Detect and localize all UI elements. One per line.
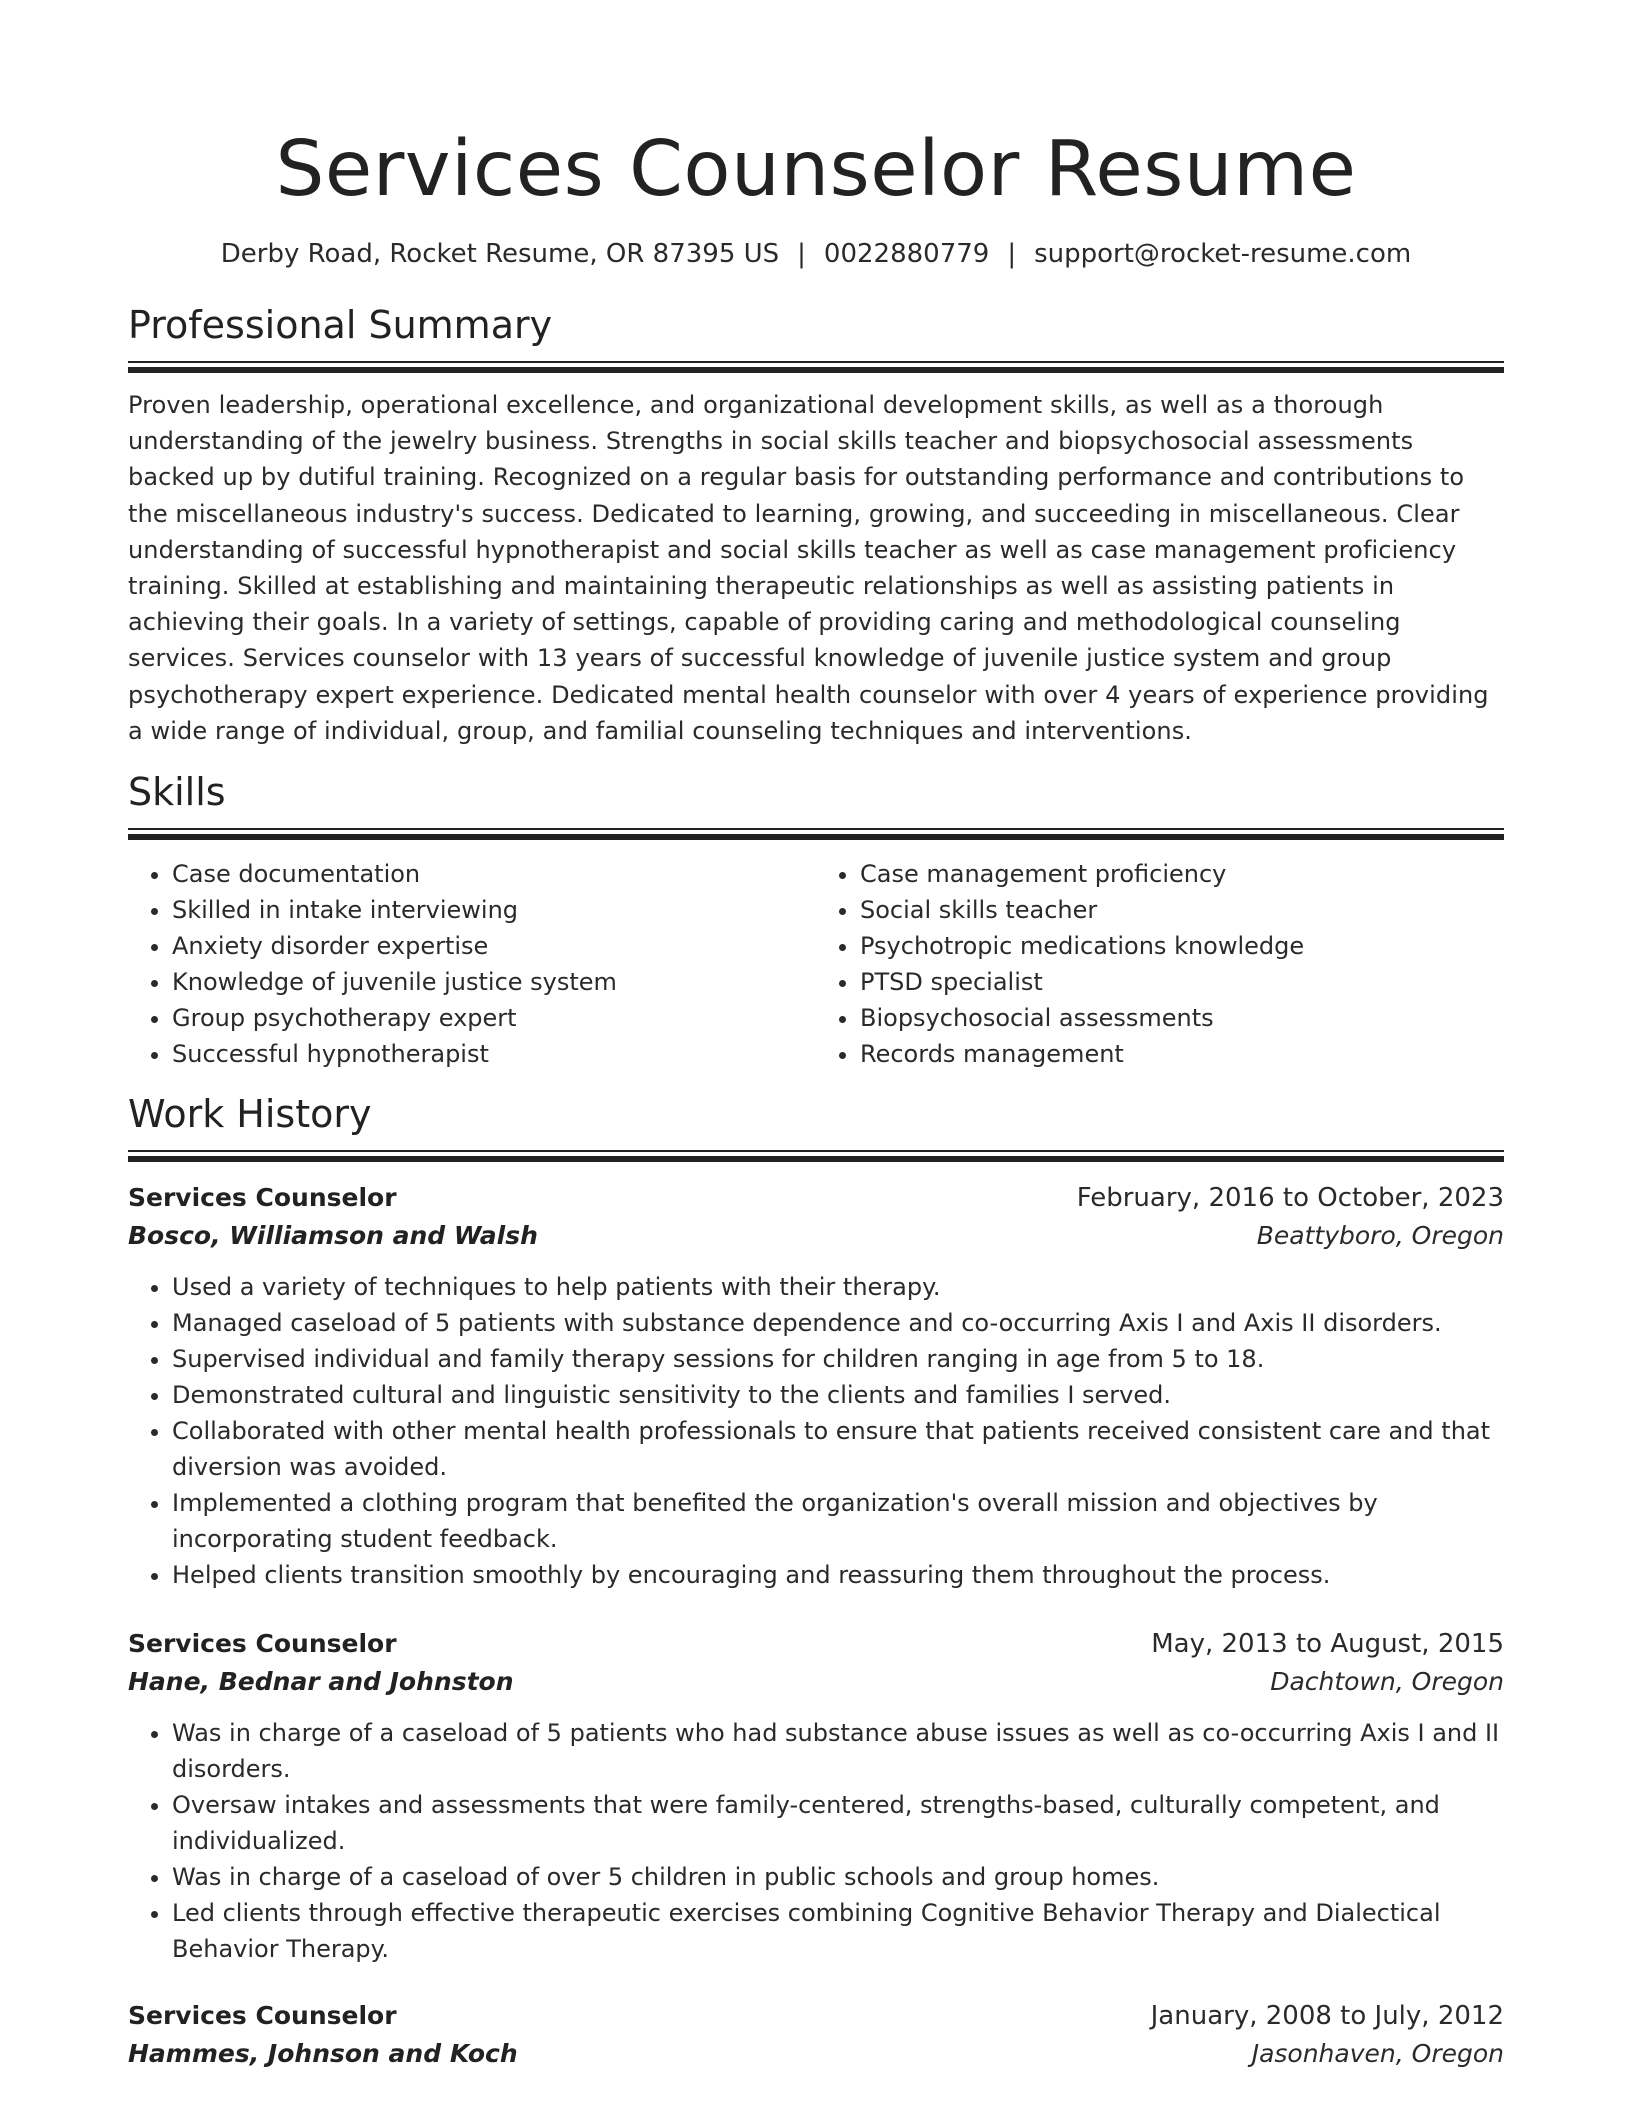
section-heading-summary: Professional Summary bbox=[128, 303, 553, 347]
contact-phone: 0022880779 bbox=[823, 239, 990, 269]
job-company: Hammes, Johnson and Koch bbox=[128, 2039, 518, 2069]
skill-item: • Social skills teacher bbox=[860, 892, 1504, 928]
skill-item: • Knowledge of juvenile justice system bbox=[172, 964, 816, 1000]
skill-item: • Successful hypnotherapist bbox=[172, 1036, 816, 1072]
job-bullet: • Used a variety of techniques to help patients with their therapy. bbox=[172, 1269, 1504, 1305]
skill-item: • Biopsychosocial assessments bbox=[860, 1000, 1504, 1036]
job-subheader bbox=[128, 2035, 1504, 2073]
job-location: Beattyboro, Oregon bbox=[1256, 1221, 1504, 1251]
skill-item: • Case management proficiency bbox=[860, 856, 1504, 892]
job-bullets bbox=[128, 1269, 1504, 1593]
job-company: Bosco, Williamson and Walsh bbox=[128, 1221, 538, 1251]
contact-separator: | bbox=[797, 239, 806, 269]
summary-section bbox=[128, 301, 1504, 749]
job-bullet: • Led clients through effective therapeutic exercises combining Cognitive Behavior Therapy and Dialectical Behavior Therapy. bbox=[172, 1895, 1504, 1967]
job-subheader bbox=[128, 1663, 1504, 1701]
work-history-section bbox=[128, 1090, 1504, 2073]
summary-text: Proven leadership, operational excellence, and organizational development skills, as well as a thorough understanding of the jewelry business. Strengths in social skills teacher and biopsychosocial assessments backed up by dutiful training. Recognized on a regular basis for outstanding performance and contributions to the miscellaneous industry's success. Dedicated to learning, growing, and succeeding in miscellaneous. Clear understanding of successful hypnotherapist and social skills teacher as well as case management proficiency training. Skilled at establishing and maintaining therapeutic relationships as well as assisting patients in achieving their goals. In a variety of settings, capable of providing caring and methodological counseling services. Services counselor with 13 years of successful knowledge of juvenile justice system and group psychotherapy expert experience. Dedicated mental health counselor with over 4 years of experience providing a wide range of individual, group, and familial counseling techniques and interventions. bbox=[128, 391, 1489, 745]
skills-section bbox=[128, 768, 1504, 1072]
job-entry bbox=[128, 1179, 1504, 1593]
section-heading-work-history: Work History bbox=[128, 1092, 372, 1137]
job-subheader bbox=[128, 1217, 1504, 1255]
skills-list-left bbox=[128, 856, 816, 1072]
job-title: Services Counselor bbox=[128, 1183, 397, 1213]
skills-columns bbox=[128, 856, 1504, 1072]
job-header bbox=[128, 1997, 1504, 2035]
contact-line bbox=[128, 236, 1504, 272]
job-entry bbox=[128, 1625, 1504, 1967]
skill-item: • Records management bbox=[860, 1036, 1504, 1072]
job-header bbox=[128, 1625, 1504, 1663]
section-divider bbox=[128, 828, 1504, 840]
skill-item: • PTSD specialist bbox=[860, 964, 1504, 1000]
job-bullet: • Managed caseload of 5 patients with substance dependence and co-occurring Axis I and Axis II disorders. bbox=[172, 1305, 1504, 1341]
job-entry bbox=[128, 1997, 1504, 2073]
job-dates: February, 2016 to October, 2023 bbox=[1076, 1183, 1504, 1214]
job-bullet: • Was in charge of a caseload of over 5 children in public schools and group homes. bbox=[172, 1859, 1504, 1895]
contact-separator: | bbox=[1007, 239, 1017, 269]
contact-address: Derby Road, Rocket Resume, OR 87395 US bbox=[220, 239, 780, 269]
job-bullet: • Supervised individual and family therapy sessions for children ranging in age from 5 to 18. bbox=[172, 1341, 1504, 1377]
skill-item: • Skilled in intake interviewing bbox=[172, 892, 816, 928]
job-location: Dachtown, Oregon bbox=[1270, 1667, 1504, 1697]
skill-item: • Case documentation bbox=[172, 856, 816, 892]
section-divider bbox=[128, 361, 1504, 373]
contact-email[interactable]: support@rocket-resume.com bbox=[1034, 239, 1412, 269]
job-bullet: • Collaborated with other mental health professionals to ensure that patients received consistent care and that diversion was avoided. bbox=[172, 1413, 1504, 1485]
job-bullets bbox=[128, 1715, 1504, 1967]
job-bullet: • Helped clients transition smoothly by encouraging and reassuring them throughout the process. bbox=[172, 1557, 1504, 1593]
job-bullet: • Oversaw intakes and assessments that were family-centered, strengths-based, culturally competent, and individualized. bbox=[172, 1787, 1504, 1859]
job-header bbox=[128, 1179, 1504, 1217]
job-dates: January, 2008 to July, 2012 bbox=[1150, 2001, 1504, 2032]
job-company: Hane, Bednar and Johnston bbox=[128, 1667, 514, 1697]
section-divider bbox=[128, 1150, 1504, 1162]
skill-item: • Anxiety disorder expertise bbox=[172, 928, 816, 964]
skill-item: • Group psychotherapy expert bbox=[172, 1000, 816, 1036]
job-location: Jasonhaven, Oregon bbox=[1251, 2039, 1504, 2069]
job-bullet: • Demonstrated cultural and linguistic sensitivity to the clients and families I served. bbox=[172, 1377, 1504, 1413]
job-dates: May, 2013 to August, 2015 bbox=[1151, 1629, 1504, 1660]
job-title: Services Counselor bbox=[128, 1629, 397, 1659]
job-title: Services Counselor bbox=[128, 2001, 397, 2031]
resume-page bbox=[128, 0, 1504, 2073]
section-heading-skills: Skills bbox=[128, 770, 226, 815]
job-bullet: • Implemented a clothing program that benefited the organization's overall mission and objectives by incorporating student feedback. bbox=[172, 1485, 1504, 1557]
skill-item: • Psychotropic medications knowledge bbox=[860, 928, 1504, 964]
resume-title: Services Counselor Resume bbox=[275, 125, 1357, 214]
job-bullet: • Was in charge of a caseload of 5 patients who had substance abuse issues as well as co-occurring Axis I and II disorders. bbox=[172, 1715, 1504, 1787]
skills-list-right bbox=[816, 856, 1504, 1072]
